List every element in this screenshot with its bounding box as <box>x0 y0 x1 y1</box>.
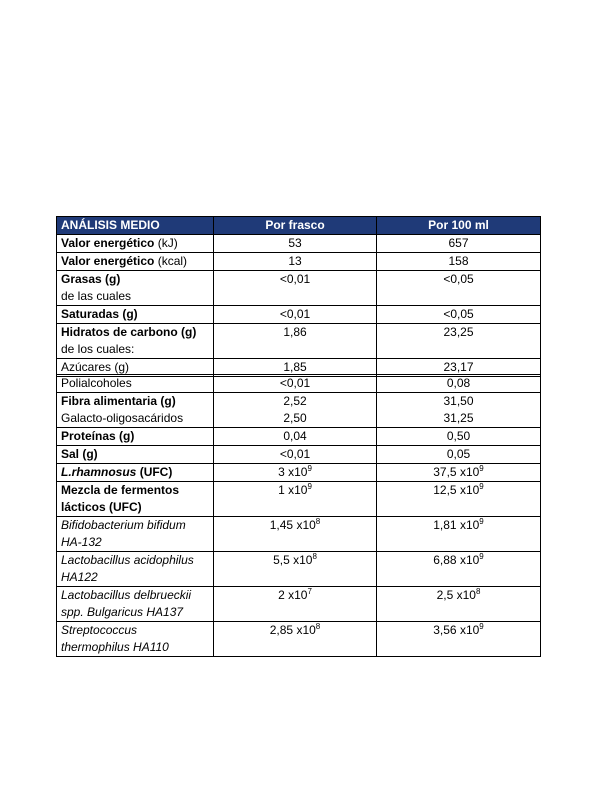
value-per-100ml: 657 <box>377 235 541 253</box>
row-label: Valor energético (kcal) <box>57 253 214 271</box>
header-per-100ml: Por 100 ml <box>377 217 541 235</box>
row-label: Azúcares (g) <box>57 359 214 377</box>
value-per-100ml: 6,88 $x10^9$ <box>377 552 541 587</box>
row-label: Saturadas (g) <box>57 306 214 324</box>
row-label: Hidratos de carbono (g) de los cuales: <box>57 324 214 359</box>
table-row <box>57 306 541 324</box>
value-per-100ml: 23,17 <box>377 359 541 377</box>
nutrition-table-bottom <box>56 374 541 657</box>
table-row <box>57 235 541 253</box>
row-label: Bifidobacterium bifidum HA-132 <box>57 517 214 552</box>
value-per-jar: 3 $x10^9$ <box>214 464 377 482</box>
value-per-100ml: 31,50 31,25 <box>377 393 541 428</box>
table-row <box>57 324 541 359</box>
value-per-jar: <0,01 <box>214 271 377 306</box>
value-per-100ml: 1,81 $x10^9$ <box>377 517 541 552</box>
table-row <box>57 253 541 271</box>
table-row <box>57 375 541 393</box>
value-per-jar: 13 <box>214 253 377 271</box>
value-per-100ml: 0,50 <box>377 428 541 446</box>
value-per-100ml: 23,25 <box>377 324 541 359</box>
header-per-jar: Por frasco <box>214 217 377 235</box>
row-label: Grasas (g) de las cuales <box>57 271 214 306</box>
table-row <box>57 271 541 306</box>
header-analysis: ANÁLISIS MEDIO <box>57 217 214 235</box>
value-per-100ml: <0,05 <box>377 306 541 324</box>
nutrition-table-top <box>56 216 541 377</box>
row-label: Lactobacillus acidophilus HA122 <box>57 552 214 587</box>
value-per-jar: 53 <box>214 235 377 253</box>
value-per-100ml: 2,5 $x10^8$ <box>377 587 541 622</box>
row-label: Streptococcus thermophilus HA110 <box>57 622 214 657</box>
value-per-jar: 0,04 <box>214 428 377 446</box>
value-per-jar: 2 $x10^7$ <box>214 587 377 622</box>
table-row <box>57 446 541 464</box>
row-label: Lactobacillus delbrueckii spp. Bulgaricus HA137 <box>57 587 214 622</box>
table-row <box>57 482 541 517</box>
row-label: Proteínas (g) <box>57 428 214 446</box>
value-per-100ml: <0,05 <box>377 271 541 306</box>
value-per-jar: <0,01 <box>214 375 377 393</box>
table-row <box>57 428 541 446</box>
row-label: Fibra alimentaria (g) Galacto-oligosacáridos <box>57 393 214 428</box>
value-per-100ml: 12,5 $x10^9$ <box>377 482 541 517</box>
table-row <box>57 464 541 482</box>
value-per-jar: 5,5 $x10^8$ <box>214 552 377 587</box>
table-row <box>57 587 541 622</box>
value-per-jar: 1,86 <box>214 324 377 359</box>
value-per-100ml: 0,08 <box>377 375 541 393</box>
row-label: Valor energético (kJ) <box>57 235 214 253</box>
value-per-100ml: 3,56 $x10^9$ <box>377 622 541 657</box>
row-label: Polialcoholes <box>57 375 214 393</box>
value-per-jar: <0,01 <box>214 306 377 324</box>
value-per-jar: 1,85 <box>214 359 377 377</box>
value-per-100ml: 0,05 <box>377 446 541 464</box>
value-per-jar: 2,85 $x10^8$ <box>214 622 377 657</box>
table-row <box>57 393 541 428</box>
table-row <box>57 552 541 587</box>
value-per-100ml: 158 <box>377 253 541 271</box>
row-label: Sal (g) <box>57 446 214 464</box>
value-per-jar: 1,45 $x10^8$ <box>214 517 377 552</box>
table-header-row <box>57 217 541 235</box>
table-row <box>57 622 541 657</box>
value-per-jar: 1 $x10^9$ <box>214 482 377 517</box>
value-per-100ml: 37,5 $x10^9$ <box>377 464 541 482</box>
row-label: L.rhamnosus (UFC) <box>57 464 214 482</box>
value-per-jar: 2,52 2,50 <box>214 393 377 428</box>
value-per-jar: <0,01 <box>214 446 377 464</box>
table-row <box>57 517 541 552</box>
row-label: Mezcla de fermentos lácticos (UFC) <box>57 482 214 517</box>
